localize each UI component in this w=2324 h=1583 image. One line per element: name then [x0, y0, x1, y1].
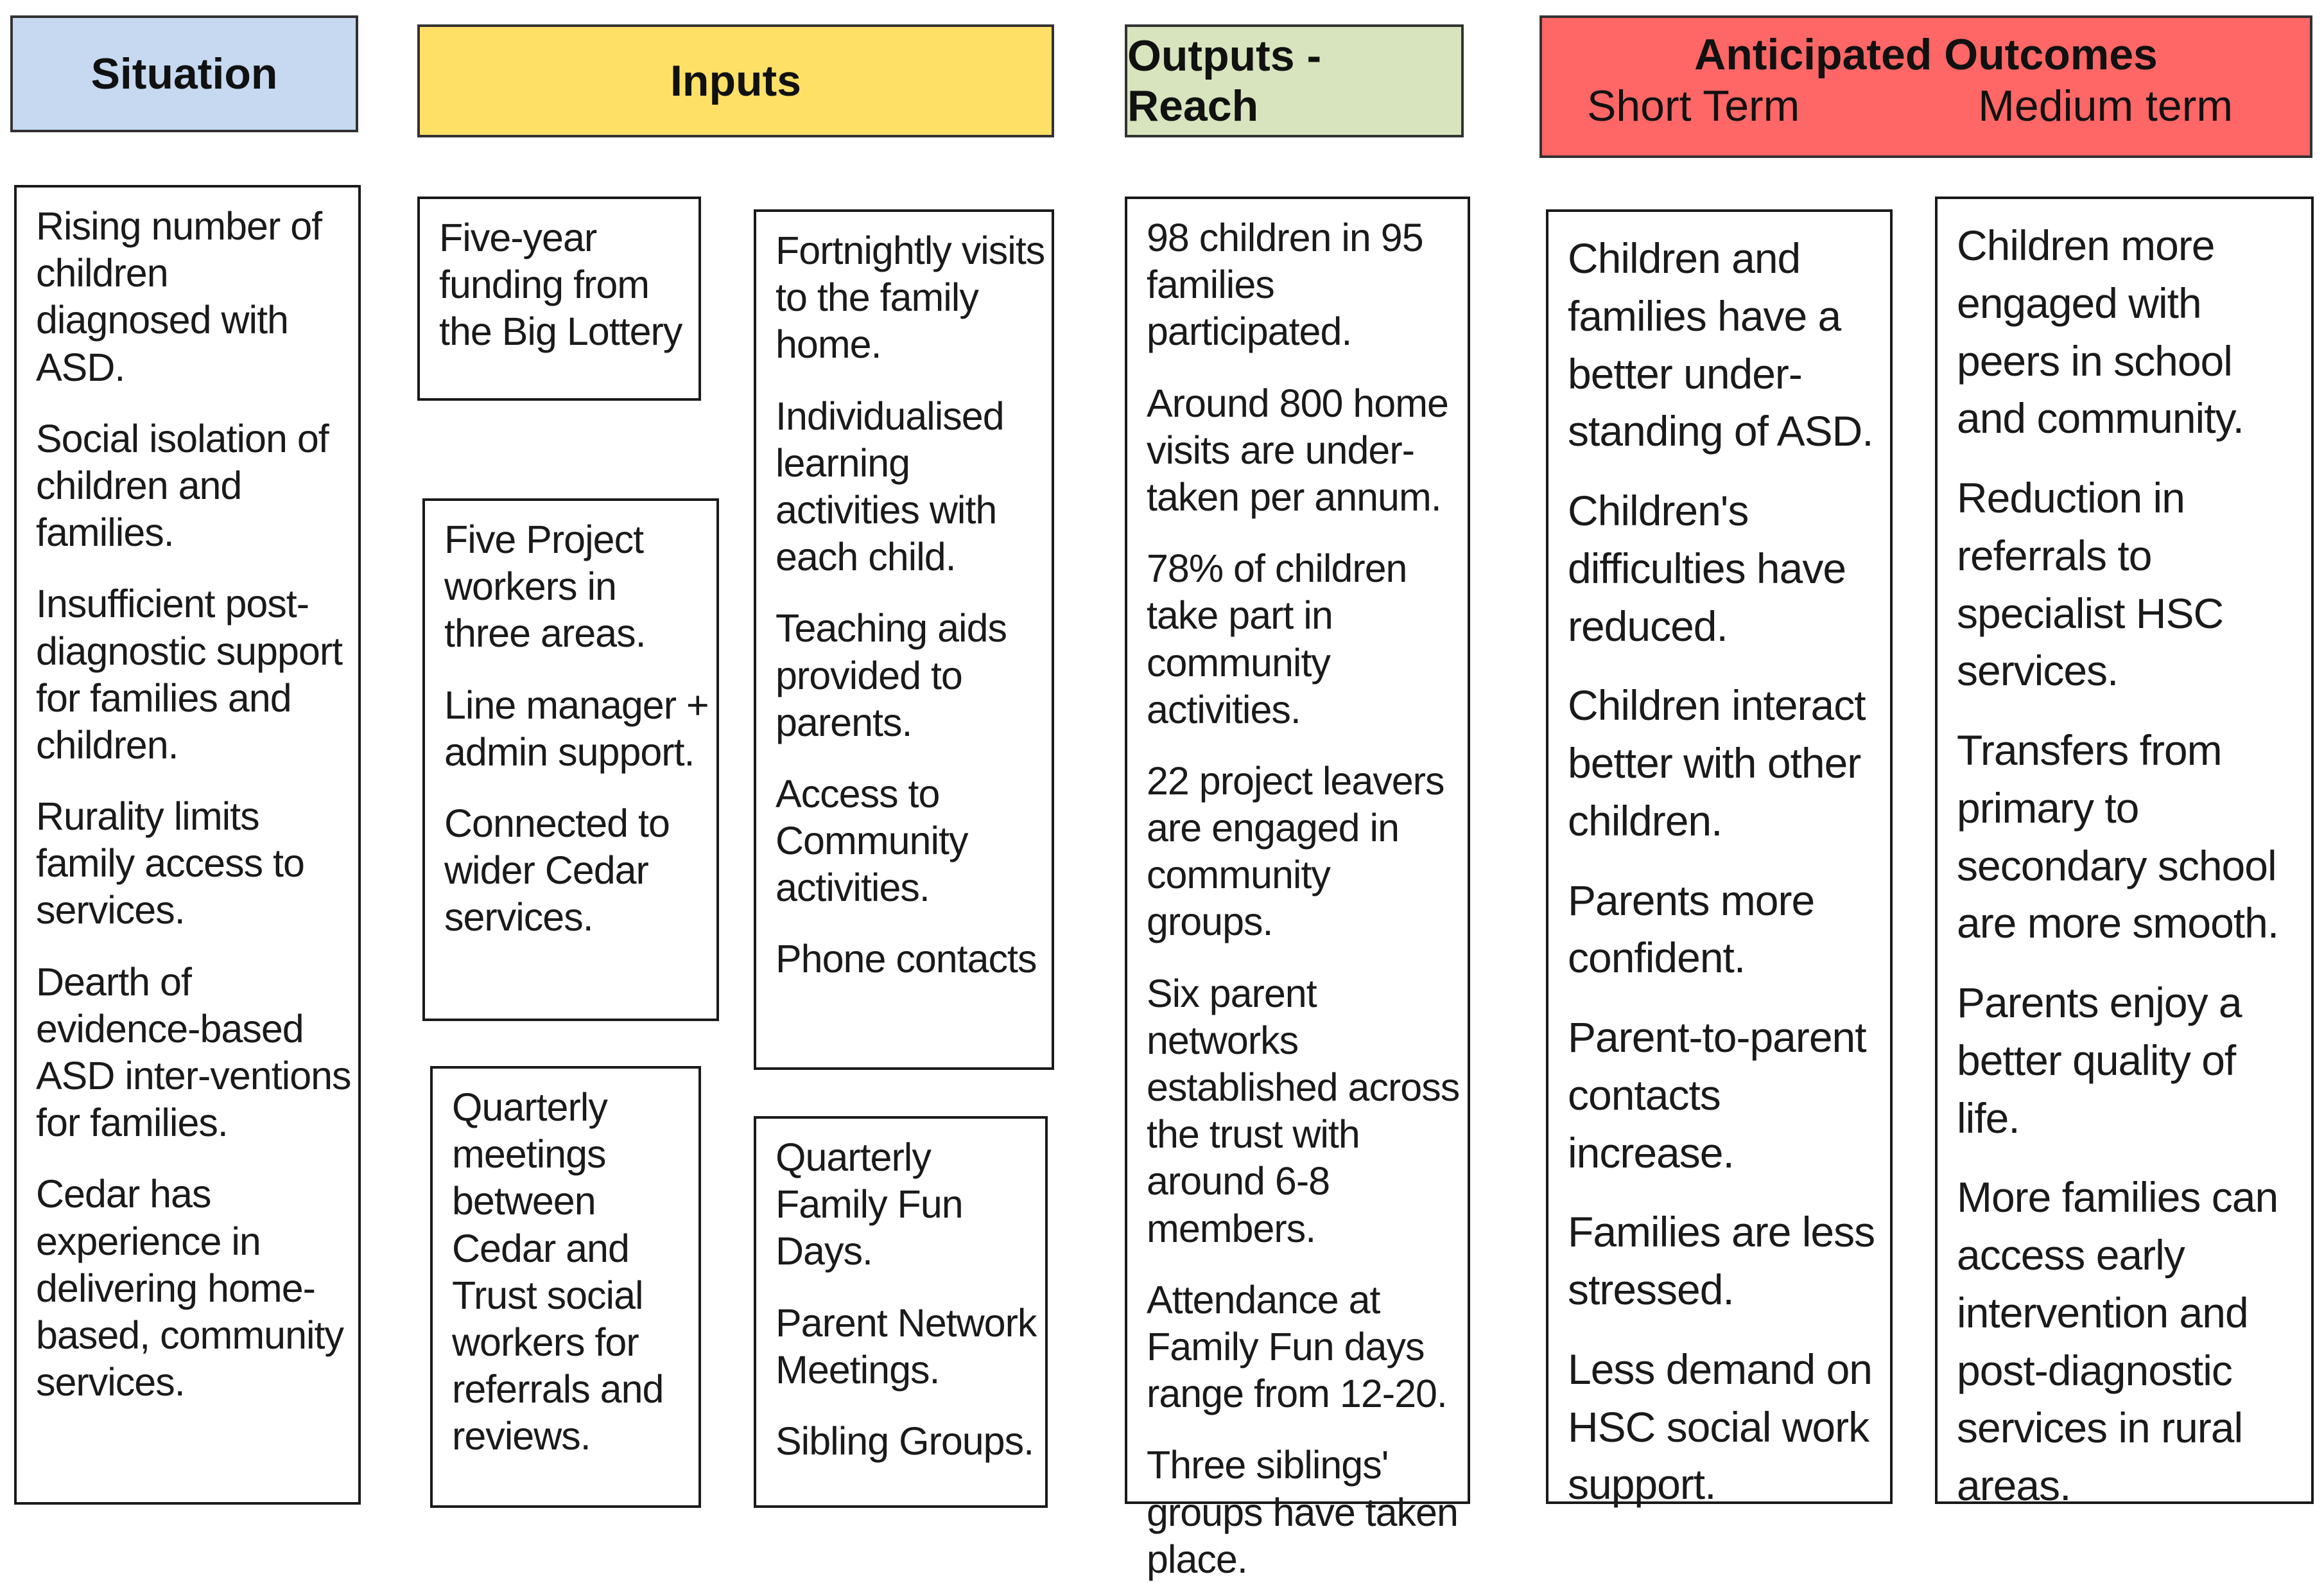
short-term-item: Children's difficulties have reduced.: [1568, 487, 1846, 650]
outcomes-header-label: Anticipated Outcomes: [1694, 30, 2158, 79]
outcomes-subheaders: [1581, 81, 2271, 131]
inputs-item: Individualised learning activities with each child.: [776, 394, 1004, 579]
outputs-item: Three siblings' groups have taken place.: [1147, 1443, 1458, 1581]
inputs-staff-box: [422, 498, 719, 1021]
short-term-label: Short Term: [1587, 82, 1800, 130]
inputs-item: Access to Community activities.: [776, 771, 968, 910]
short-term-item: Families are less stressed.: [1568, 1208, 1875, 1313]
outputs-header: [1125, 24, 1464, 137]
outputs-item: 78% of children take part in community activities.: [1147, 547, 1407, 731]
inputs-item: Quarterly Family Fun Days.: [776, 1135, 963, 1273]
situation-item: Cedar has experience in delivering home-based, community services.: [36, 1172, 343, 1404]
medium-term-item: More families can access early intervention and post-diagnostic services in rural areas.: [1957, 1173, 2278, 1509]
medium-term-item: Parents enjoy a better quality of life.: [1957, 979, 2242, 1142]
inputs-item: Phone contacts: [776, 937, 1037, 981]
inputs-events-box: [754, 1116, 1048, 1508]
short-term-item: Parent-to-parent contacts increase.: [1568, 1013, 1866, 1176]
situation-item: Insufficient post-diagnostic support for families and children.: [36, 582, 343, 767]
inputs-header-label: Inputs: [670, 57, 801, 105]
outputs-header-label: Outputs - Reach: [1127, 31, 1322, 130]
inputs-item: Five Project workers in three areas.: [444, 518, 646, 656]
situation-item: Rising number of children diagnosed with ASD.: [36, 204, 322, 389]
short-term-item: Children and families have a better under-standing of ASD.: [1568, 234, 1873, 455]
outputs-item: 98 children in 95 families participated.: [1147, 216, 1423, 354]
inputs-item: Fortnightly visits to the family home.: [776, 229, 1045, 367]
inputs-item: Line manager + admin support.: [444, 683, 709, 774]
inputs-funding-box: [417, 197, 701, 401]
inputs-item: Five-year funding from the Big Lottery: [439, 216, 682, 354]
situation-header-label: Situation: [91, 49, 278, 98]
inputs-item: Teaching aids provided to parents.: [776, 606, 1007, 744]
inputs-item: Parent Network Meetings.: [776, 1300, 1037, 1392]
medium-term-item: Children more engaged with peers in school and community.: [1957, 222, 2244, 442]
medium-term-box: [1935, 197, 2314, 1509]
inputs-activities-box: [754, 209, 1054, 1070]
medium-term-item: Transfers from primary to secondary school are more smooth.: [1957, 726, 2279, 947]
short-term-item: Children interact better with other children.: [1568, 681, 1866, 844]
situation-box: [14, 185, 361, 1505]
medium-term-label: Medium term: [1978, 82, 2233, 130]
short-term-item: Less demand on HSC social work support.: [1568, 1345, 1873, 1509]
situation-item: Rurality limits family access to services.: [36, 794, 304, 932]
outputs-item: Around 800 home visits are under-taken per annum.: [1147, 381, 1448, 519]
situation-item: Dearth of evidence-based ASD inter-ventions for families.: [36, 959, 351, 1145]
inputs-meetings-box: [430, 1066, 701, 1508]
medium-term-item: Reduction in referrals to specialist HSC services.: [1957, 474, 2224, 695]
short-term-box: [1546, 209, 1893, 1509]
outputs-item: Attendance at Family Fun days range from 12-20.: [1147, 1277, 1447, 1416]
inputs-item: Quarterly meetings between Cedar and Trust social workers for referrals and reviews.: [452, 1085, 664, 1458]
inputs-item: Connected to wider Cedar services.: [444, 801, 670, 940]
outcomes-header: [1539, 15, 2312, 158]
outputs-box: [1125, 197, 1470, 1581]
inputs-item: Sibling Groups.: [776, 1419, 1034, 1463]
inputs-header: [417, 24, 1054, 137]
short-term-item: Parents more confident.: [1568, 876, 1815, 982]
outputs-item: Six parent networks established across the trust with around 6-8 members.: [1147, 971, 1460, 1250]
situation-header: [10, 15, 358, 132]
outputs-item: 22 project leavers are engaged in community groups.: [1147, 758, 1444, 944]
situation-item: Social isolation of children and families.: [36, 416, 329, 555]
